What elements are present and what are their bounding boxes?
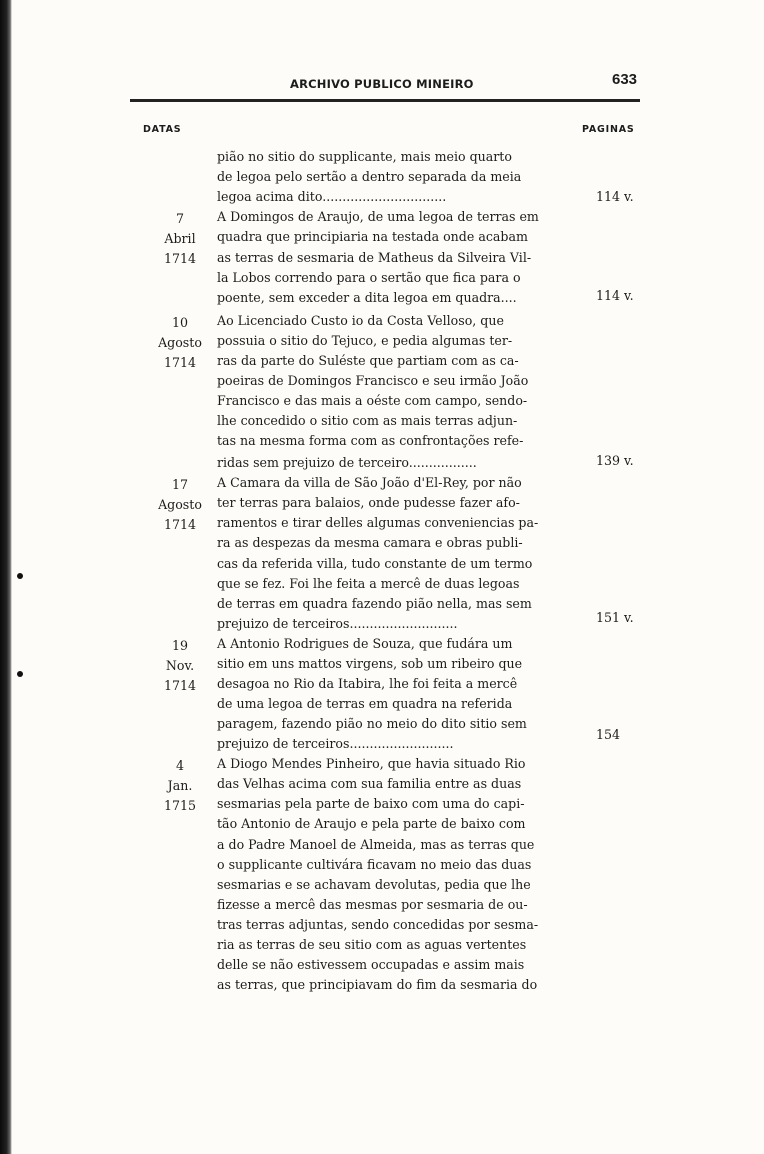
date-month: Jan. [167,778,193,793]
text-line: possuia o sitio do Tejuco, e pedia algumas ter- [217,333,513,348]
text-line: que se fez. Foi lhe feita a mercê de duas legoas [217,576,520,591]
text-line: poente, sem exceder a dita legoa em quadra.... [217,290,517,305]
header-rule [130,99,640,102]
page-reference: 154 [596,727,621,742]
text-line: A Antonio Rodrigues de Souza, que fudára um [217,636,513,651]
date-day: 10 [171,315,189,330]
text-line: ria as terras de seu sitio com as aguas vertentes [217,937,527,952]
book-spine-shadow [0,0,12,1154]
text-line: ra as despezas da mesma camara e obras publi- [217,535,523,550]
text-line: pião no sitio do supplicante, mais meio quarto [217,149,512,164]
text-line: de uma legoa de terras em quadra na referida [217,696,513,711]
text-line: a do Padre Manoel de Almeida, mas as terras que [217,837,535,852]
date-year: 1714 [163,517,197,532]
date-day: 7 [175,211,184,226]
text-line: poeiras de Domingos Francisco e seu irmão João [217,373,529,388]
text-line: sitio em uns mattos virgens, sob um ribeiro que [217,656,523,671]
text-line: prejuizo de terceiros.......................... [217,736,454,751]
date-day: 4 [175,758,184,773]
text-line: delle se não estivessem occupadas e assim mais [217,957,525,972]
text-line: as terras, que principiavam do fim da sesmaria do [217,977,538,992]
text-line: as terras de sesmaria de Matheus da Silveira Vil- [217,250,532,265]
text-line: tão Antonio de Araujo e pela parte de baixo com [217,816,526,831]
date-year: 1715 [163,798,197,813]
page-reference: 114 v. [596,189,634,204]
date-month: Abril [164,231,196,246]
text-line: fizesse a mercê das mesmas por sesmaria de ou- [217,897,528,912]
text-line: A Domingos de Araujo, de uma legoa de terras em [217,209,539,224]
text-line: sesmarias e se achavam devolutas, pedia que lhe [217,877,531,892]
date-month: Agosto [158,335,202,350]
text-line: lhe concedido o sitio com as mais terras adjun- [217,413,518,428]
text-line: ramentos e tirar delles algumas conveniencias pa- [217,515,539,530]
date-day: 17 [171,477,189,492]
text-line: tas na mesma forma com as confrontações refe- [217,433,524,448]
text-line: A Camara da villa de São João d'El-Rey, por não [217,475,522,490]
text-line: de legoa pelo sertão a dentro separada da meia [217,169,522,184]
page-reference: 151 v. [596,610,634,625]
text-line: legoa acima dito............................... [217,189,447,204]
text-line: de terras em quadra fazendo pião nella, mas sem [217,596,532,611]
binding-hole-mark [17,671,23,677]
binding-hole-mark [17,573,23,579]
text-line: Francisco e das mais a oéste com campo, sendo- [217,393,528,408]
text-line: ter terras para balaios, onde pudesse fazer afo- [217,495,520,510]
date-month: Nov. [165,658,195,673]
text-line: quadra que principiaria na testada onde acabam [217,229,528,244]
text-line: desagoa no Rio da Itabira, lhe foi feita a mercê [217,676,518,691]
text-line: Ao Licenciado Custo io da Costa Velloso, que [217,313,504,328]
text-line: sesmarias pela parte de baixo com uma do capi- [217,796,525,811]
text-line: das Velhas acima com sua familia entre as duas [217,776,522,791]
dates-column-heading: DATAS [143,124,182,135]
text-line: ras da parte do Suléste que partiam com as ca- [217,353,519,368]
page-reference: 114 v. [596,288,634,303]
text-line: la Lobos correndo para o sertão que fica para o [217,270,521,285]
page-reference: 139 v. [596,453,634,468]
text-line: o supplicante cultivára ficavam no meio das duas [217,857,532,872]
running-head: ARCHIVO PUBLICO MINEIRO [290,77,474,91]
text-line: paragem, fazendo pião no meio do dito sitio sem [217,716,527,731]
text-line: prejuizo de terceiros........................... [217,616,458,631]
date-year: 1714 [163,355,197,370]
date-year: 1714 [163,678,197,693]
text-line: cas da referida villa, tudo constante de um termo [217,556,533,571]
pages-column-heading: PAGINAS [582,124,635,135]
text-line: tras terras adjuntas, sendo concedidas por sesma- [217,917,539,932]
date-month: Agosto [158,497,202,512]
text-line: ridas sem prejuizo de terceiro................. [217,455,477,470]
text-line: A Diogo Mendes Pinheiro, que havia situado Rio [217,756,526,771]
date-year: 1714 [163,251,197,266]
page-number: 633 [612,71,638,88]
date-day: 19 [171,638,189,653]
